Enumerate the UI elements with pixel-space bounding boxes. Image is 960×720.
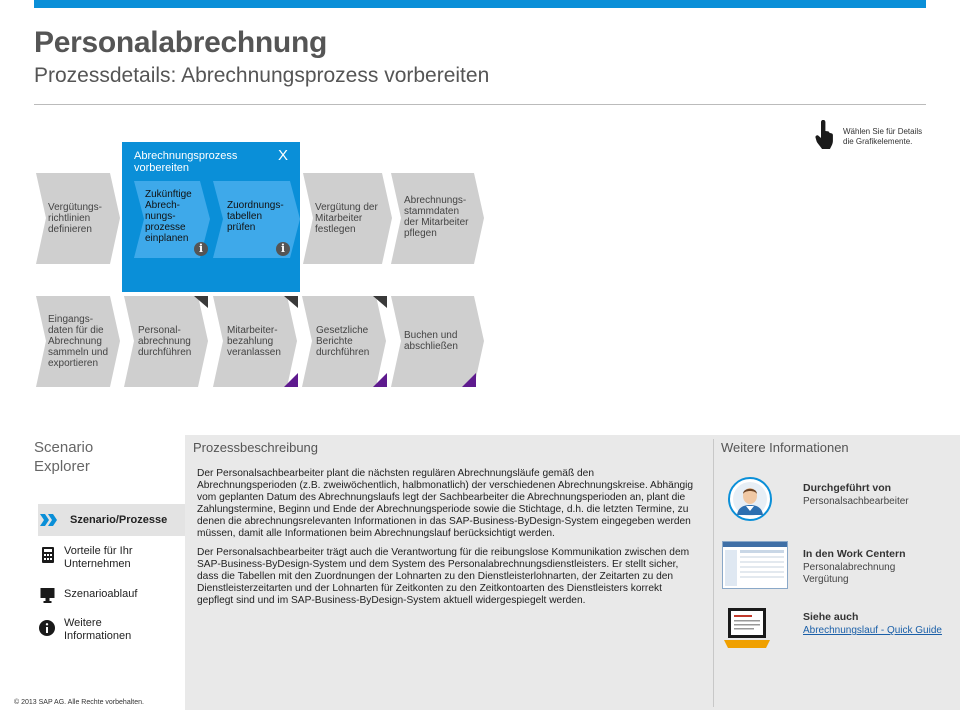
nav-label: Szenarioablauf [64,588,138,600]
monitor-icon [40,587,55,603]
nav-label: Weitere Informationen [64,617,132,642]
step-label: Abrechnungs- stammdaten der Mitarbeiter pflegen [404,195,469,239]
performed-by-heading: Durchgeführt von [803,482,892,494]
see-also-block [803,611,942,637]
hint-text: Wählen Sie für Details die Grafikelemente. [843,127,923,146]
nav-weitere-informationen[interactable] [38,617,185,645]
step-label: Gesetzliche Berichte durchführen [316,325,370,358]
nav-label: Vorteile für Ihr Unternehmen [64,545,133,570]
expanded-group-title: Abrechnungsprozess vorbereiten [134,150,238,174]
work-center-value: Personalabrechnung [803,562,896,573]
laptop-document-icon [724,606,770,652]
description-paragraph: Der Personalsachbearbeiter plant die nächsten regulären Abrechnungsläufe gemäß den Abrechnungsperioden (z.B. zweiwöchentlich, halbmonatlich) der verschiedenen Abrechnungskreise. Abhängig vom geplanten Datum des Abrechnungslaufs legt der Sachbearbeiter die Abrechnungsperioden an, plant die Zahlungstermine, Beginn und Ende der Abrechnungsperiode sowie die Stichtage, d.h. die letzten Termine, zu denen die abrechnungsrelevanten Informationen in das SAP-Business-ByDesign-System eingegeben werden müssen, damit alle Informationen beim Abrechnungslauf berücksichtigt werden. [197,468,694,540]
nav-label: Szenario/Prozesse [70,514,168,526]
step-label: Personal- abrechnung durchführen [138,325,192,358]
performed-by-value: Personalsachbearbeiter [803,496,909,507]
performed-by-block [803,482,909,508]
nav-vorteile[interactable] [38,545,185,573]
double-chevron-icon [40,514,58,526]
info-icon[interactable]: i [194,242,208,256]
work-centers-block [803,548,905,586]
nav-szenarioablauf[interactable] [38,588,185,604]
process-description-text [197,468,695,613]
more-info-title: Weitere Informationen [721,440,849,455]
step-label: Mitarbeiter- bezahlung veranlassen [227,325,281,358]
step-label: Zuordnungs- tabellen prüfen [227,200,284,233]
page-subtitle: Prozessdetails: Abrechnungsprozess vorbereiten [34,64,490,87]
description-paragraph: Der Personalsachbearbeiter trägt auch die Verantwortung für die reibungslose Kommunikation zwischen dem SAP-Business-ByDesign-System und dem System des Personalabrechnungsdienstleisters. Er stellt sicher, dass die Tabellen mit den Zuordnungen der Lohnarten zu den Dienstleisterlohnarten, der Zeitarten zu den Dienstleisterzeitarten und der Lohnarten für Zeitkonten zu den Zeitkontoarten des Dienstleisters korrekt gepflegt sind und im SAP-Business-ByDesign-System aktuell widergespiegelt werden. [197,546,690,606]
quick-guide-link[interactable]: Abrechnungslauf - Quick Guide [803,625,942,636]
see-also-heading: Siehe auch [803,611,859,623]
nav-szenario-prozesse[interactable] [38,504,185,536]
work-center-screenshot-thumbnail[interactable] [722,541,788,589]
work-centers-heading: In den Work Centern [803,548,906,560]
step-label: Buchen und abschließen [404,330,458,352]
copyright-notice: © 2013 SAP AG. Alle Rechte vorbehalten. [14,699,144,706]
page-title: Personalabrechnung [34,26,328,59]
process-description-title: Prozessbeschreibung [193,440,319,455]
info-icon[interactable]: i [276,242,290,256]
close-group-button[interactable]: X [278,147,289,164]
step-label: Zukünftige Abrech- nungs- prozesse einplanen [145,189,192,244]
work-center-value: Vergütung [803,574,849,585]
info-icon [39,620,55,636]
calculator-icon [42,547,56,563]
step-label: Vergütungs- richtlinien definieren [48,202,102,235]
avatar [728,477,772,521]
step-label: Eingangs- daten für die Abrechnung sammeln und exportieren [48,314,109,369]
step-label: Vergütung der Mitarbeiter festlegen [315,202,378,235]
panel-divider [713,439,714,707]
scenario-explorer-title: Scenario Explorer [34,439,94,475]
